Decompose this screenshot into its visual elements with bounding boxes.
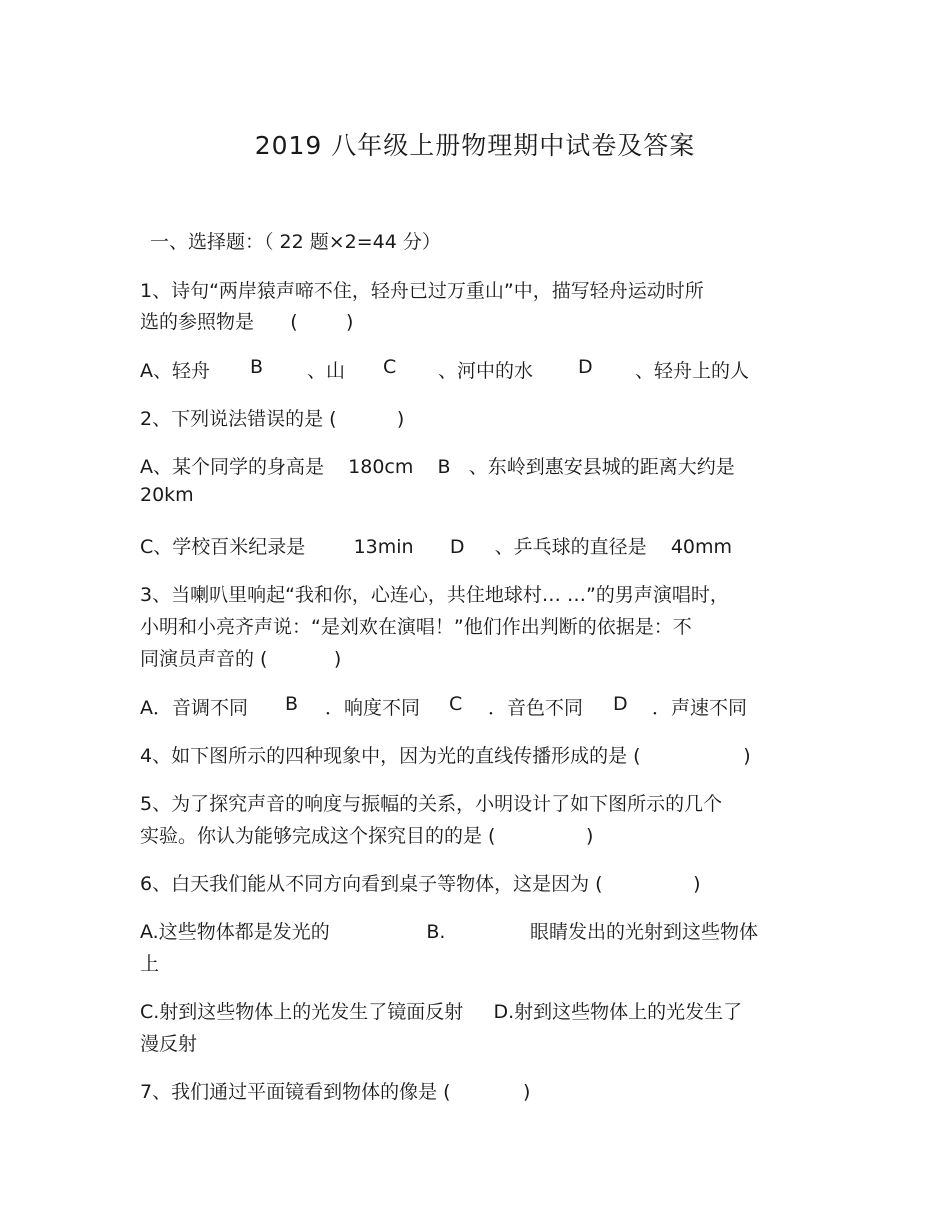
question-3-line-1: 3、当喇叭里响起“我和你，心连心，共住地球村… …”的男声演唱时， [140, 584, 729, 606]
question-2-option-cd: C、学校百米纪录是 13min D 、乒乓球的直径是 40mm [140, 536, 733, 558]
option-d-letter: D [613, 693, 628, 715]
question-6-option-cd: C.射到这些物体上的光发生了镜面反射 D.射到这些物体上的光发生了 [140, 1001, 743, 1023]
question-5-line-2: 实验。你认为能够完成这个探究目的的是 ( ) [140, 825, 594, 847]
question-7-line-1: 7、我们通过平面镜看到物体的像是 ( ) [140, 1081, 531, 1103]
page-title: 2019 八年级上册物理期中试卷及答案 [254, 131, 696, 160]
option-d-letter: D [578, 356, 593, 378]
question-6-option-ab-cont: 上 [140, 953, 160, 975]
option-b-letter: B [250, 356, 264, 378]
question-1-line-2: 选的参照物是 ( ) [140, 311, 354, 333]
question-6-line-1: 6、白天我们能从不同方向看到桌子等物体，这是因为 ( ) [140, 873, 701, 895]
option-d: 、轻舟上的人 [635, 360, 750, 382]
question-6-option-ab: A.这些物体都是发光的 B. 眼睛发出的光射到这些物体 [140, 921, 758, 943]
option-c: ．音色不同 [488, 697, 584, 719]
question-5-line-1: 5、为了探究声音的响度与振幅的关系，小明设计了如下图所示的几个 [140, 793, 723, 815]
question-2-option-ab-cont: 20km [140, 484, 194, 506]
question-1-line-1: 1、诗句“两岸猿声啼不住，轻舟已过万重山”中，描写轻舟运动时所 [140, 280, 704, 302]
option-b-letter: B [285, 693, 299, 715]
option-a: A、轻舟 [140, 360, 210, 382]
question-4-line-1: 4、如下图所示的四种现象中，因为光的直线传播形成的是 ( ) [140, 745, 751, 767]
question-3-line-2: 小明和小亮齐声说：“是刘欢在演唱！”他们作出判断的依据是：不 [140, 616, 692, 638]
option-a: A．音调不同 [140, 697, 248, 719]
option-b: ．响度不同 [325, 697, 421, 719]
option-d: ．声速不同 [652, 697, 748, 719]
question-3-line-3: 同演员声音的 ( ) [140, 648, 342, 670]
question-2-option-ab: A、某个同学的身高是 180cm B 、东岭到惠安县城的距离大约是 [140, 456, 735, 478]
option-b: 、山 [307, 360, 346, 382]
option-c: 、河中的水 [438, 360, 534, 382]
option-c-letter: C [383, 356, 397, 378]
section-heading: 一、选择题：（ 22 题×2=44 分） [150, 231, 441, 253]
question-6-option-cd-cont: 漫反射 [140, 1033, 198, 1055]
option-c-letter: C [449, 693, 463, 715]
question-2-line-1: 2、下列说法错误的是 ( ) [140, 408, 405, 430]
